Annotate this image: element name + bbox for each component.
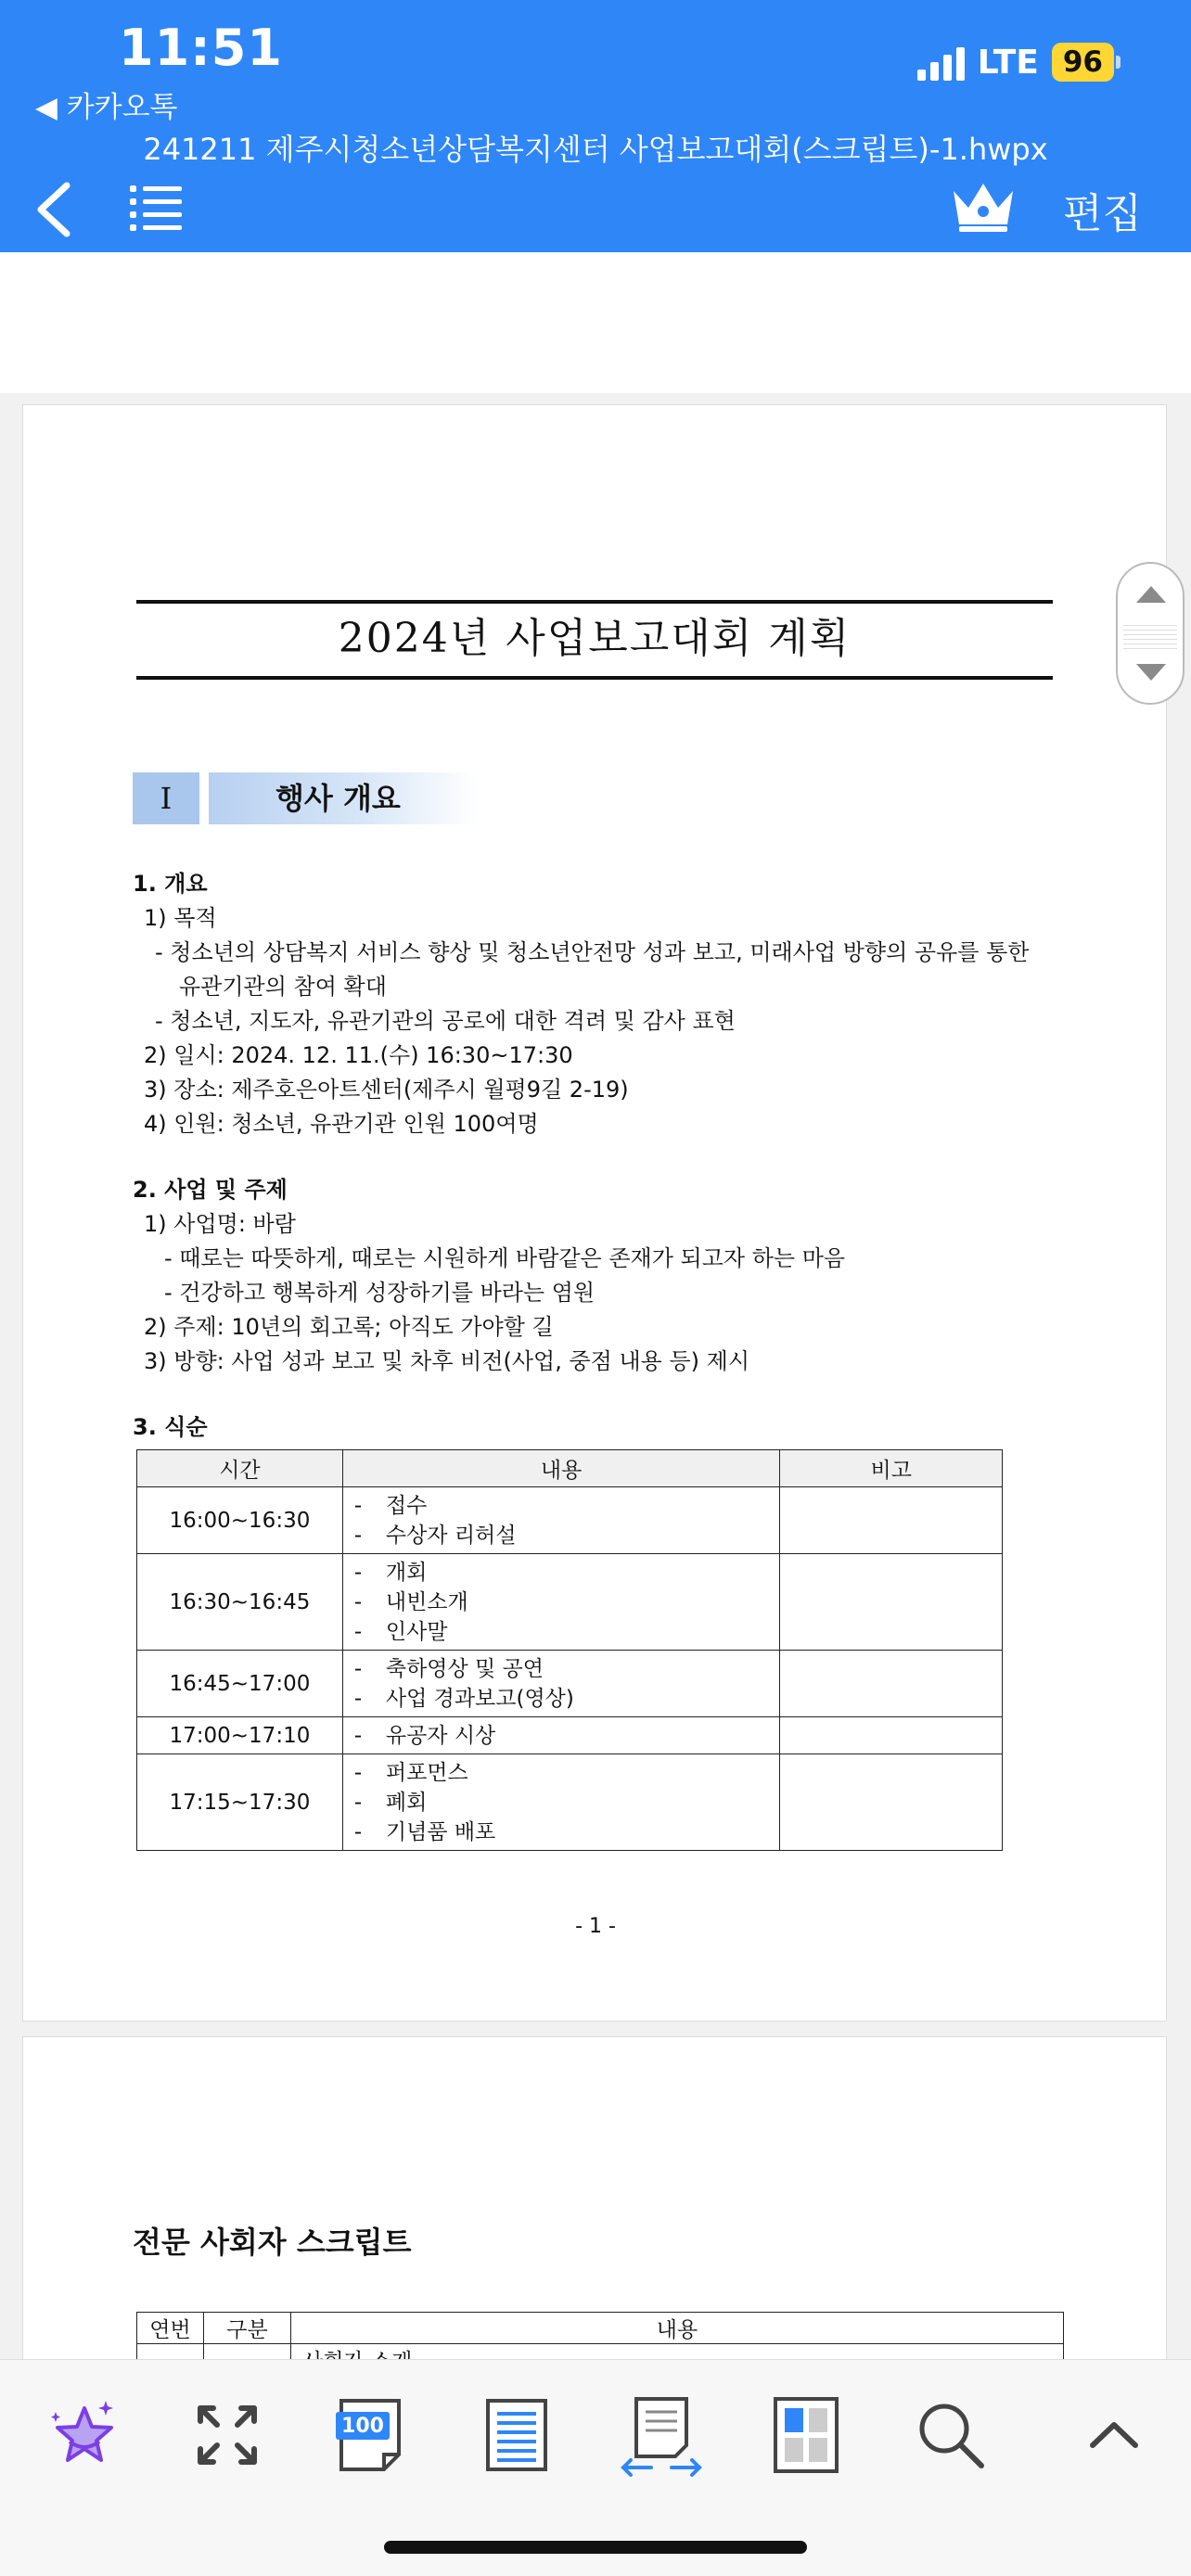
- status-indicators: [917, 43, 1121, 82]
- program-item: 개회: [385, 1560, 428, 1585]
- scroll-down-arrow-icon[interactable]: [1136, 664, 1166, 681]
- section-label: 행사 개요: [209, 772, 478, 824]
- note-cell: [780, 1554, 1003, 1651]
- column-header: 비고: [780, 1450, 1003, 1487]
- edit-button[interactable]: 편집: [1063, 190, 1143, 237]
- program-item: 수상자 리허설: [385, 1523, 517, 1548]
- content-cell: - 개회 - 내빈소개 - 인사말: [342, 1554, 780, 1651]
- program-item: 퍼포먼스: [385, 1760, 468, 1785]
- line-theme: 2) 주제: 10년의 회고록; 아직도 가야할 길: [144, 1314, 554, 1340]
- document-page-1[interactable]: [22, 404, 1167, 2021]
- time-cell: 17:00~17:10: [137, 1717, 343, 1754]
- section-number: Ⅰ: [133, 772, 199, 824]
- column-header: 내용: [291, 2313, 1064, 2344]
- note-cell: [780, 1754, 1003, 1851]
- line-project-desc-2: - 건강하고 행복하게 성장하기를 바라는 염원: [164, 1280, 596, 1306]
- program-item: 사업 경과보고(영상): [385, 1686, 574, 1711]
- page2-title: 전문 사회자 스크립트: [133, 2225, 412, 2260]
- table-row: [137, 1717, 1003, 1754]
- table-header-row: [137, 1450, 1003, 1487]
- page-view-icon[interactable]: [475, 2393, 558, 2477]
- back-to-app-link[interactable]: ◀ 카카오톡: [35, 91, 178, 124]
- program-item: 폐회: [385, 1790, 428, 1815]
- status-time: 11:51: [119, 19, 283, 77]
- table-header-row: [137, 2313, 1064, 2344]
- program-item: 내빈소개: [385, 1589, 468, 1614]
- premium-crown-icon[interactable]: [950, 178, 1017, 234]
- ai-star-icon[interactable]: [43, 2393, 126, 2477]
- battery-icon: [1116, 56, 1121, 69]
- column-header: 연번: [137, 2313, 204, 2344]
- program-item: 기념품 배포: [385, 1819, 496, 1844]
- column-header: 구분: [204, 2313, 291, 2344]
- program-table: [136, 1449, 1003, 1851]
- thumbnail-icon[interactable]: [764, 2393, 848, 2477]
- note-cell: [780, 1487, 1003, 1554]
- program-item: 인사말: [385, 1619, 448, 1644]
- line-project-name: 1) 사업명: 바람: [144, 1211, 296, 1237]
- scroll-grip-icon[interactable]: [1123, 621, 1177, 649]
- zoom-100-icon[interactable]: [328, 2393, 412, 2477]
- fullscreen-icon[interactable]: [186, 2393, 269, 2477]
- table-row: [137, 1554, 1003, 1651]
- column-header: 내용: [342, 1450, 780, 1487]
- signal-icon: [917, 44, 965, 81]
- reflow-icon[interactable]: [620, 2393, 703, 2477]
- collapse-up-icon[interactable]: [1072, 2393, 1156, 2477]
- network-type: LTE: [977, 43, 1039, 82]
- program-item: 축하영상 및 공연: [385, 1656, 544, 1681]
- time-cell: 16:00~16:30: [137, 1487, 343, 1554]
- content-cell: - 접수 - 수상자 리허설: [342, 1487, 780, 1554]
- time-cell: 17:15~17:30: [137, 1754, 343, 1851]
- time-cell: 16:30~16:45: [137, 1554, 343, 1651]
- back-chevron-icon[interactable]: [33, 182, 74, 237]
- zoom-level: 100: [341, 2415, 384, 2438]
- page-title: 2024년 사업보고대회 계획: [136, 600, 1053, 680]
- content-cell: - 유공자 시상: [342, 1717, 780, 1754]
- table-row: [137, 1487, 1003, 1554]
- time-cell: 16:45~17:00: [137, 1651, 343, 1717]
- program-item: 유공자 시상: [385, 1723, 496, 1748]
- heading-project: 2. 사업 및 주제: [133, 1177, 288, 1203]
- program-item: 접수: [385, 1493, 428, 1518]
- document-top-gap: [0, 252, 1191, 393]
- content-cell: - 축하영상 및 공연 - 사업 경과보고(영상): [342, 1651, 780, 1717]
- heading-overview: 1. 개요: [133, 871, 208, 897]
- note-cell: [780, 1651, 1003, 1717]
- line-purpose-1: - 청소년의 상담복지 서비스 향상 및 청소년안전망 성과 보고, 미래사업 방향의 공유를 통한: [155, 939, 1030, 965]
- line-datetime: 2) 일시: 2024. 12. 11.(수) 16:30~17:30: [144, 1042, 573, 1068]
- line-purpose-1-cont: 유관기관의 참여 확대: [179, 974, 387, 1000]
- line-attendees: 4) 인원: 청소년, 유관기관 인원 100여명: [144, 1111, 539, 1137]
- search-icon[interactable]: [909, 2393, 992, 2477]
- line-project-desc-1: - 때로는 따뜻하게, 때로는 시원하게 바람같은 존재가 되고자 하는 마음: [164, 1245, 846, 1271]
- note-cell: [780, 1717, 1003, 1754]
- line-purpose-2: - 청소년, 지도자, 유관기관의 공로에 대한 격려 및 감사 표현: [155, 1008, 736, 1034]
- scroll-up-arrow-icon[interactable]: [1136, 586, 1166, 603]
- line-purpose: 1) 목적: [144, 905, 217, 931]
- page-scroll-control[interactable]: [1116, 562, 1185, 705]
- column-header: 시간: [137, 1450, 343, 1487]
- document-title: 241211 제주시청소년상담복지센터 사업보고대회(스크립트)-1.hwpx: [143, 132, 1048, 167]
- line-direction: 3) 방향: 사업 성과 보고 및 차후 비전(사업, 중점 내용 등) 제시: [144, 1348, 750, 1374]
- home-indicator[interactable]: [384, 2541, 807, 2554]
- outline-list-icon[interactable]: [130, 182, 182, 234]
- table-row: [137, 1651, 1003, 1717]
- heading-program: 3. 식순: [133, 1414, 208, 1440]
- content-cell: - 퍼포먼스 - 폐회 - 기념품 배포: [342, 1754, 780, 1851]
- section-header: [133, 772, 478, 824]
- table-row: [137, 1754, 1003, 1851]
- battery-level: 96: [1052, 43, 1114, 82]
- page-number: - 1 -: [575, 1915, 616, 1938]
- app-header: [0, 0, 1191, 252]
- line-venue: 3) 장소: 제주호은아트센터(제주시 월평9길 2-19): [144, 1077, 629, 1103]
